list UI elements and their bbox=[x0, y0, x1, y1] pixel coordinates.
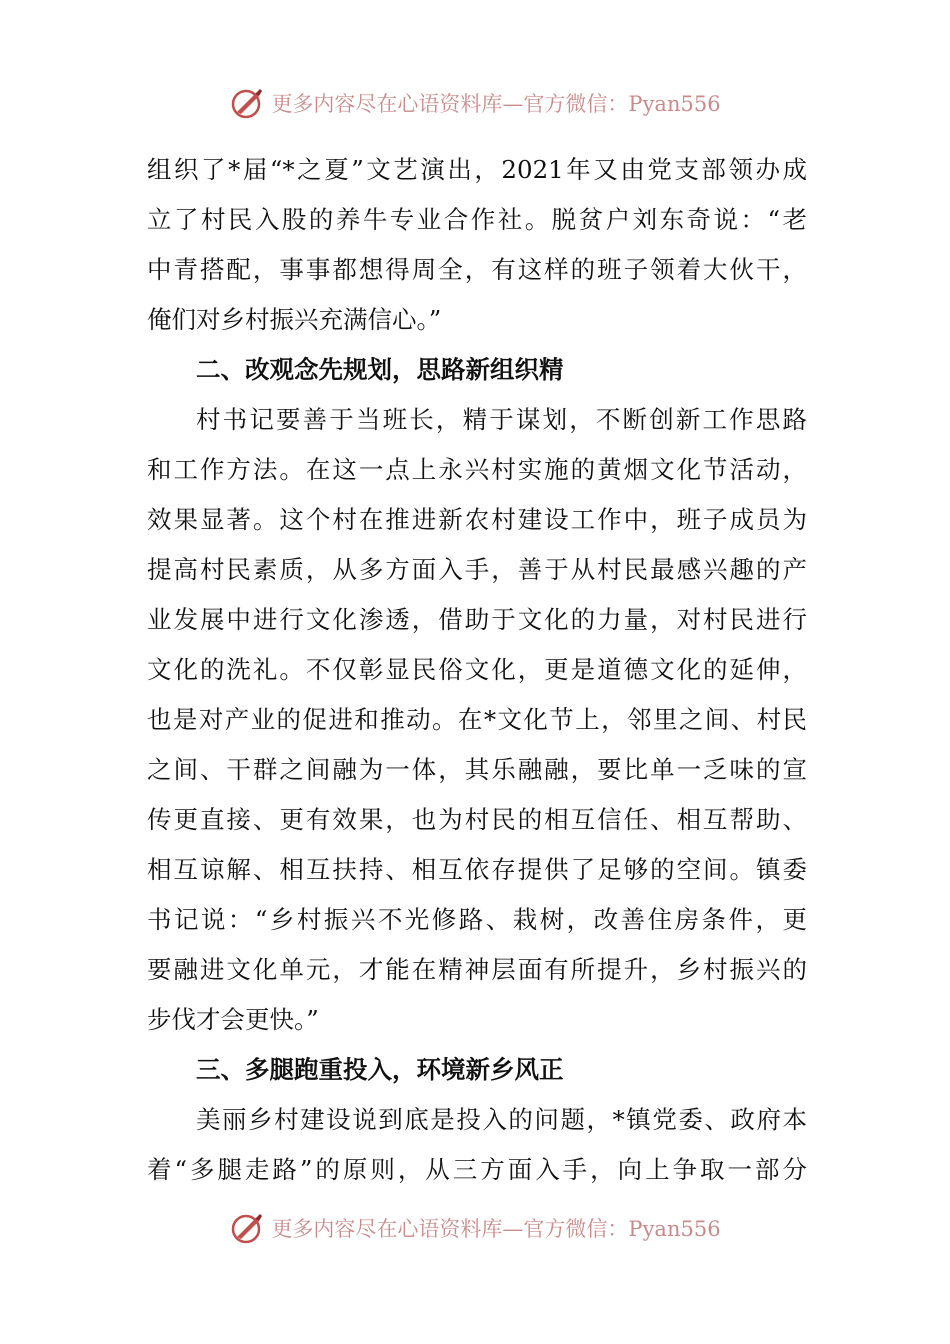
header-watermark-banner bbox=[0, 83, 950, 123]
document-body bbox=[147, 145, 807, 1195]
text-line: 也是对产业的促进和推动。在*文化节上，邻里之间、村民 bbox=[147, 705, 807, 734]
text-line: 村书记要善于当班长，精于谋划，不断创新工作思路 bbox=[196, 405, 807, 434]
text-line: 传更直接、更有效果，也为村民的相互信任、相互帮助、 bbox=[147, 805, 807, 834]
text-line: 之间、干群之间融为一体，其乐融融，要比单一乏味的宣 bbox=[147, 755, 807, 784]
text-line: 中青搭配，事事都想得周全，有这样的班子领着大伙干， bbox=[147, 255, 807, 284]
text-line: 和工作方法。在这一点上永兴村实施的黄烟文化节活动， bbox=[147, 455, 807, 484]
section-heading: 三、多腿跑重投入，环境新乡风正 bbox=[196, 1055, 564, 1084]
watermark-text: 更多内容尽在心语资料库—官方微信：Pyan556 bbox=[271, 1217, 721, 1241]
text-line: 效果显著。这个村在推进新农村建设工作中，班子成员为 bbox=[147, 505, 807, 534]
footer-watermark-banner bbox=[0, 1208, 950, 1248]
text-line: 俺们对乡村振兴充满信心。” bbox=[147, 305, 442, 334]
text-line: 文化的洗礼。不仅彰显民俗文化，更是道德文化的延伸， bbox=[147, 655, 807, 684]
text-line: 书记说：“乡村振兴不光修路、栽树，改善住房条件，更 bbox=[147, 905, 807, 934]
text-line: 组织了*届“*之夏”文艺演出，2021年又由党支部领办成 bbox=[147, 155, 807, 184]
text-line: 相互谅解、相互扶持、相互依存提供了足够的空间。镇委 bbox=[147, 855, 807, 884]
text-line: 美丽乡村建设说到底是投入的问题，*镇党委、政府本 bbox=[196, 1105, 807, 1134]
pen-logo-icon bbox=[229, 85, 265, 121]
text-line: 立了村民入股的养牛专业合作社。脱贫户刘东奇说：“老 bbox=[147, 205, 807, 234]
text-line: 要融进文化单元，才能在精神层面有所提升，乡村振兴的 bbox=[147, 955, 807, 984]
watermark-text: 更多内容尽在心语资料库—官方微信：Pyan556 bbox=[271, 92, 721, 116]
text-line: 着“多腿走路”的原则，从三方面入手，向上争取一部分 bbox=[147, 1155, 807, 1184]
text-line: 业发展中进行文化渗透，借助于文化的力量，对村民进行 bbox=[147, 605, 807, 634]
text-line: 步伐才会更快。” bbox=[147, 1005, 319, 1034]
text-line: 提高村民素质，从多方面入手，善于从村民最感兴趣的产 bbox=[147, 555, 807, 584]
section-heading: 二、改观念先规划，思路新组织精 bbox=[196, 355, 564, 384]
pen-logo-icon bbox=[229, 1210, 265, 1246]
